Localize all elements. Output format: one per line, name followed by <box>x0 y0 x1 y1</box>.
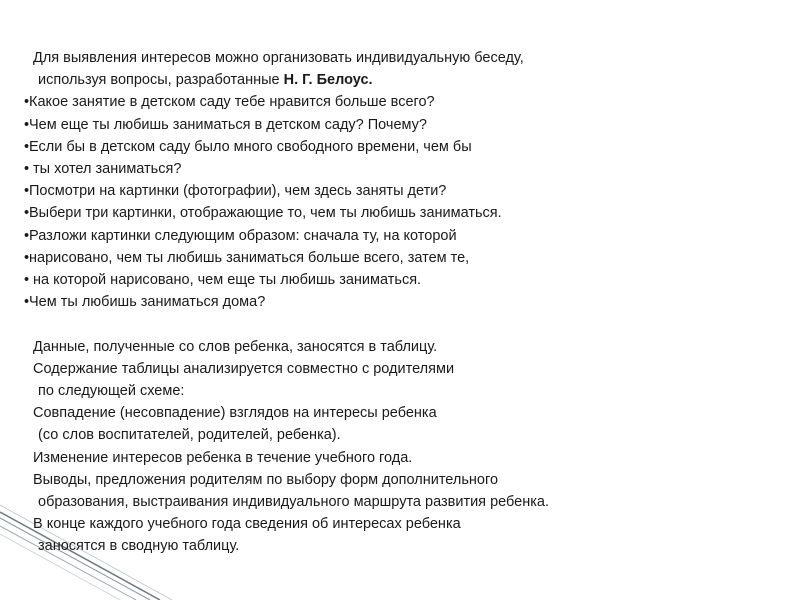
paragraph-spacer <box>26 313 746 335</box>
question-6: • Разложи картинки следующим образом: сначала ту, на которой <box>26 225 746 247</box>
intro-line-2 <box>26 69 746 91</box>
question-7: • Чем ты любишь заниматься дома? <box>26 291 746 313</box>
note-3-cont: (со слов воспитателей, родителей, ребенка). <box>38 427 341 444</box>
note-4: Изменение интересов ребенка в течение учебного года. <box>33 449 413 466</box>
note-1: Данные, полученные со слов ребенка, заносятся в таблицу. <box>33 338 438 355</box>
question-6-cont-2: • на которой нарисовано, чем еще ты любишь заниматься. <box>26 269 746 291</box>
note-6-cont: заносятся в сводную таблицу. <box>38 538 240 555</box>
note-3: Совпадение (несовпадение) взглядов на интересы ребенка <box>33 405 437 422</box>
question-3-cont: • ты хотел заниматься? <box>26 158 746 180</box>
intro-line-1: Для выявления интересов можно организовать индивидуальную беседу, <box>33 50 524 66</box>
question-1: • Какое занятие в детском саду тебе нравится больше всего? <box>26 91 746 113</box>
slide-text <box>26 47 746 558</box>
question-4: • Посмотри на картинки (фотографии), чем здесь заняты дети? <box>26 180 746 202</box>
note-2-cont: по следующей схеме: <box>38 383 185 400</box>
author-name: Н. Г. Белоус. <box>283 72 373 89</box>
question-5: • Выбери три картинки, отображающие то, чем ты любишь заниматься. <box>26 202 746 224</box>
note-5: Выводы, предложения родителям по выбору форм дополнительного <box>33 471 499 488</box>
question-2: • Чем еще ты любишь заниматься в детском саду? Почему? <box>26 114 746 136</box>
question-3: • Если бы в детском саду было много свободного времени, чем бы <box>26 136 746 158</box>
note-5-cont: образования, выстраивания индивидуального маршрута развития ребенка. <box>38 494 549 511</box>
intro-line-2-text: используя вопросы, разработанные <box>38 72 284 89</box>
note-6: В конце каждого учебного года сведения об интересах ребенка <box>33 516 461 533</box>
question-6-cont-1: • нарисовано, чем ты любишь заниматься больше всего, затем те, <box>26 247 746 269</box>
note-2: Содержание таблицы анализируется совместно с родителями <box>33 360 455 377</box>
